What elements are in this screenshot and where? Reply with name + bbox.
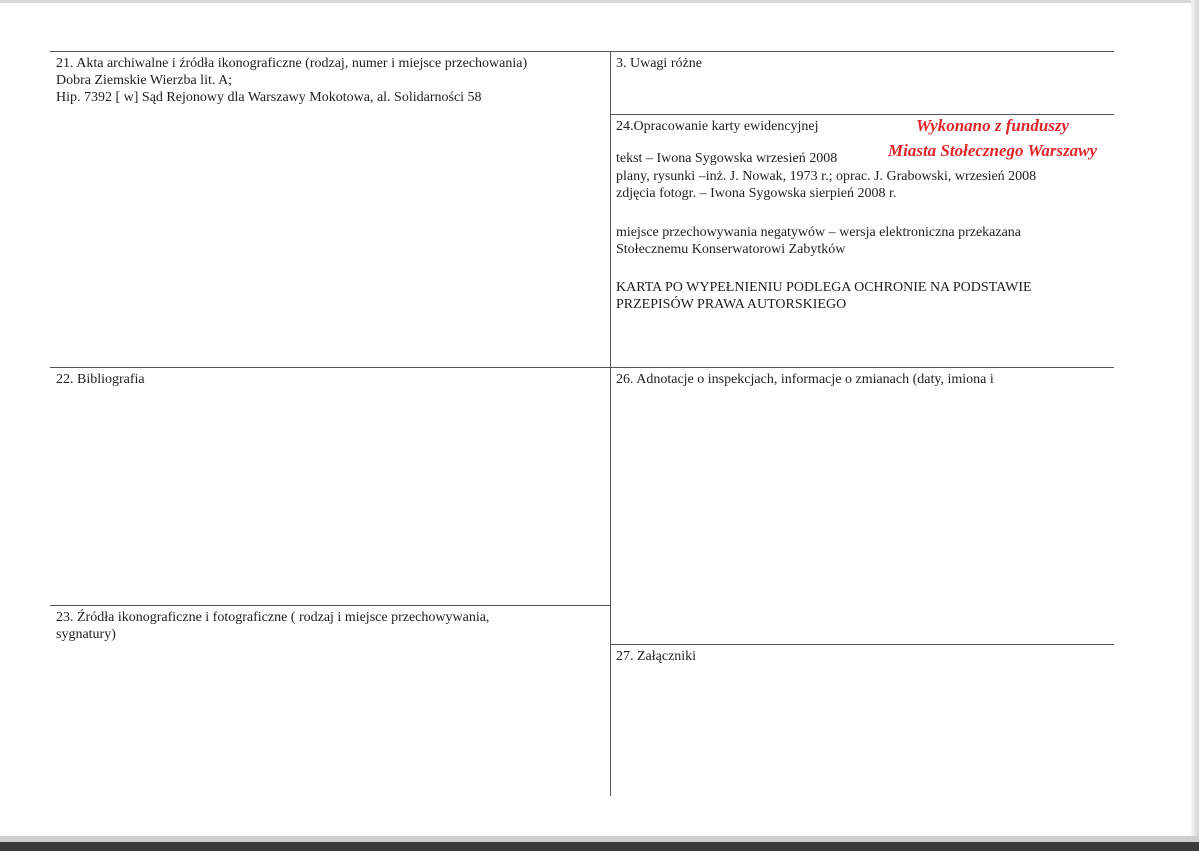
divider-3-24 <box>611 114 1114 115</box>
divider-26-27 <box>611 644 1114 645</box>
section-21-line-1: Dobra Ziemskie Wierzba lit. A; <box>56 73 233 88</box>
section-26-heading: 26. Adnotacje o inspekcjach, informacje o zmianach (daty, imiona i <box>616 372 994 387</box>
section-3-heading: 3. Uwagi różne <box>616 56 702 71</box>
column-divider <box>610 51 611 796</box>
scan-right-edge <box>1191 0 1199 851</box>
section-24-text-author: tekst – Iwona Sygowska wrzesień 2008 <box>616 151 838 166</box>
section-24-negatives-line-1: miejsce przechowywania negatywów – wersja elektroniczna przekazana <box>616 225 1022 240</box>
section-24-heading: 24.Opracowanie karty ewidencyjnej <box>616 119 819 134</box>
divider-24-26-right <box>611 367 1114 368</box>
top-border-left <box>50 51 611 52</box>
section-23-heading-line-1: 23. Źródła ikonograficzne i fotograficzne ( rodzaj i miejsce przechowywania, <box>56 610 490 625</box>
section-24-negatives-line-2: Stołecznemu Konserwatorowi Zabytków <box>616 242 846 257</box>
section-22-heading: 22. Bibliografia <box>56 372 145 387</box>
copyright-notice-line-1: KARTA PO WYPEŁNIENIU PODLEGA OCHRONIE NA PODSTAWIE <box>616 280 1032 295</box>
funding-stamp-line-1: Wykonano z funduszy <box>916 116 1070 135</box>
scan-top-edge <box>0 0 1199 3</box>
divider-22-23 <box>50 605 611 606</box>
copyright-notice-line-2: PRZEPISÓW PRAWA AUTORSKIEGO <box>616 297 847 312</box>
top-border-right <box>611 51 1114 52</box>
funding-stamp-line-2: Miasta Stołecznego Warszawy <box>888 141 1098 160</box>
section-27-heading: 27. Załączniki <box>616 649 697 664</box>
section-21-heading: 21. Akta archiwalne i źródła ikonograficzne (rodzaj, numer i miejsce przechowania) <box>56 56 528 71</box>
divider-21-22-left <box>50 367 611 368</box>
section-24-plans: plany, rysunki –inż. J. Nowak, 1973 r.; oprac. J. Grabowski, wrzesień 2008 <box>616 169 1037 184</box>
section-21-line-2: Hip. 7392 [ w] Sąd Rejonowy dla Warszawy Mokotowa, al. Solidarności 58 <box>56 90 482 105</box>
section-24-photos: zdjęcia fotogr. – Iwona Sygowska sierpień 2008 r. <box>616 186 897 201</box>
scan-bottom-edge <box>0 842 1199 851</box>
section-23-heading-line-2: sygnatury) <box>56 627 116 642</box>
